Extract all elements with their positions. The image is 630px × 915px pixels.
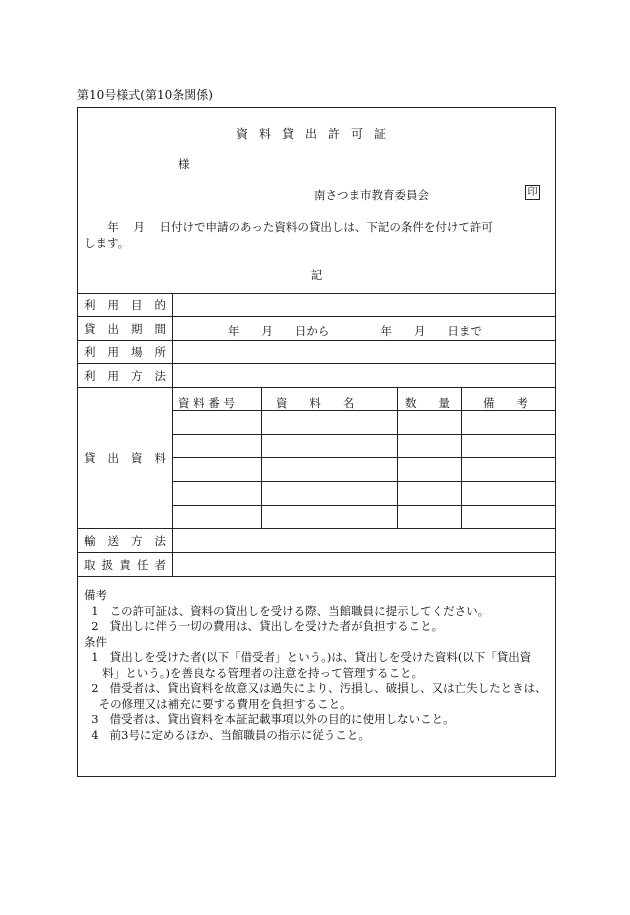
materials-column-divider <box>397 387 398 528</box>
label-period: 貸出期間 <box>84 322 166 336</box>
materials-row-divider <box>172 457 555 458</box>
jouken-item: その修理又は補充に要する費用を負担すること。 <box>84 696 352 711</box>
label-materials: 貸出資料 <box>84 451 166 465</box>
jouken-heading: 条件 <box>84 634 107 649</box>
bikou-heading: 備考 <box>84 588 107 602</box>
col-material-name: 資 料 名 <box>276 396 355 410</box>
jouken-item: 2 借受者は、貸出資料を故意又は過失により、汚損し、破損し、又は亡失したときは、 <box>84 681 547 695</box>
form-number: 第10号様式(第10条関係) <box>77 88 213 102</box>
row-divider <box>78 576 555 577</box>
bikou-item: 2 貸出しに伴う一切の費用は、貸出しを受けた者が負担すること。 <box>84 619 444 633</box>
row-divider <box>78 528 555 529</box>
label-purpose: 利用目的 <box>84 298 166 312</box>
bikou-item: 1 この許可証は、資料の貸出しを受ける際、当館職員に提示してください。 <box>84 603 490 618</box>
permit-text-line-1: 年 月 日付けで申請のあった資料の貸出しは、下記の条件を付けて許可 <box>78 220 493 234</box>
seal-mark: 印 <box>525 185 540 200</box>
form-title: 資料貸出許可証 <box>235 127 397 141</box>
materials-column-divider <box>461 387 462 528</box>
col-material-number: 資 料 番 号 <box>178 396 235 410</box>
row-divider <box>78 293 555 294</box>
jouken-item: 1 貸出しを受けた者(以下「借受者」という。)は、貸出しを受けた資料(以下「貸出資 <box>84 650 532 664</box>
label-method: 利用方法 <box>84 369 166 383</box>
form-header <box>78 108 555 293</box>
permit-text-line-2: します。 <box>84 236 130 250</box>
jouken-item: 3 借受者は、貸出資料を本証記載事項以外の目的に使用しないこと。 <box>84 712 455 726</box>
notes-section <box>84 588 547 743</box>
addressee-suffix: 様 <box>178 157 190 171</box>
materials-row-divider <box>172 505 555 506</box>
row-divider <box>78 316 555 317</box>
label-column-divider <box>172 293 173 576</box>
ki-heading: 記 <box>310 268 323 282</box>
label-manager: 取扱責任者 <box>84 558 166 572</box>
jouken-item: 4 前3号に定めるほか、当館職員の指示に従うこと。 <box>84 727 370 742</box>
col-quantity: 数 量 <box>405 396 450 410</box>
row-divider <box>78 387 555 388</box>
materials-column-divider <box>261 387 262 528</box>
label-transport: 輸送方法 <box>84 534 166 548</box>
materials-row-divider <box>172 434 555 435</box>
col-remarks: 備 考 <box>483 396 528 410</box>
label-place: 利用場所 <box>84 345 166 359</box>
jouken-item: 料」という。)を善良なる管理者の注意を持って管理すること。 <box>84 665 424 680</box>
period-value: 年 月 日から 年 月 日まで <box>228 324 482 338</box>
row-divider <box>78 363 555 364</box>
issuer-name: 南さつま市教育委員会 <box>314 188 429 202</box>
row-divider <box>78 340 555 341</box>
permit-form <box>77 107 556 777</box>
materials-row-divider <box>172 481 555 482</box>
row-divider <box>78 552 555 553</box>
